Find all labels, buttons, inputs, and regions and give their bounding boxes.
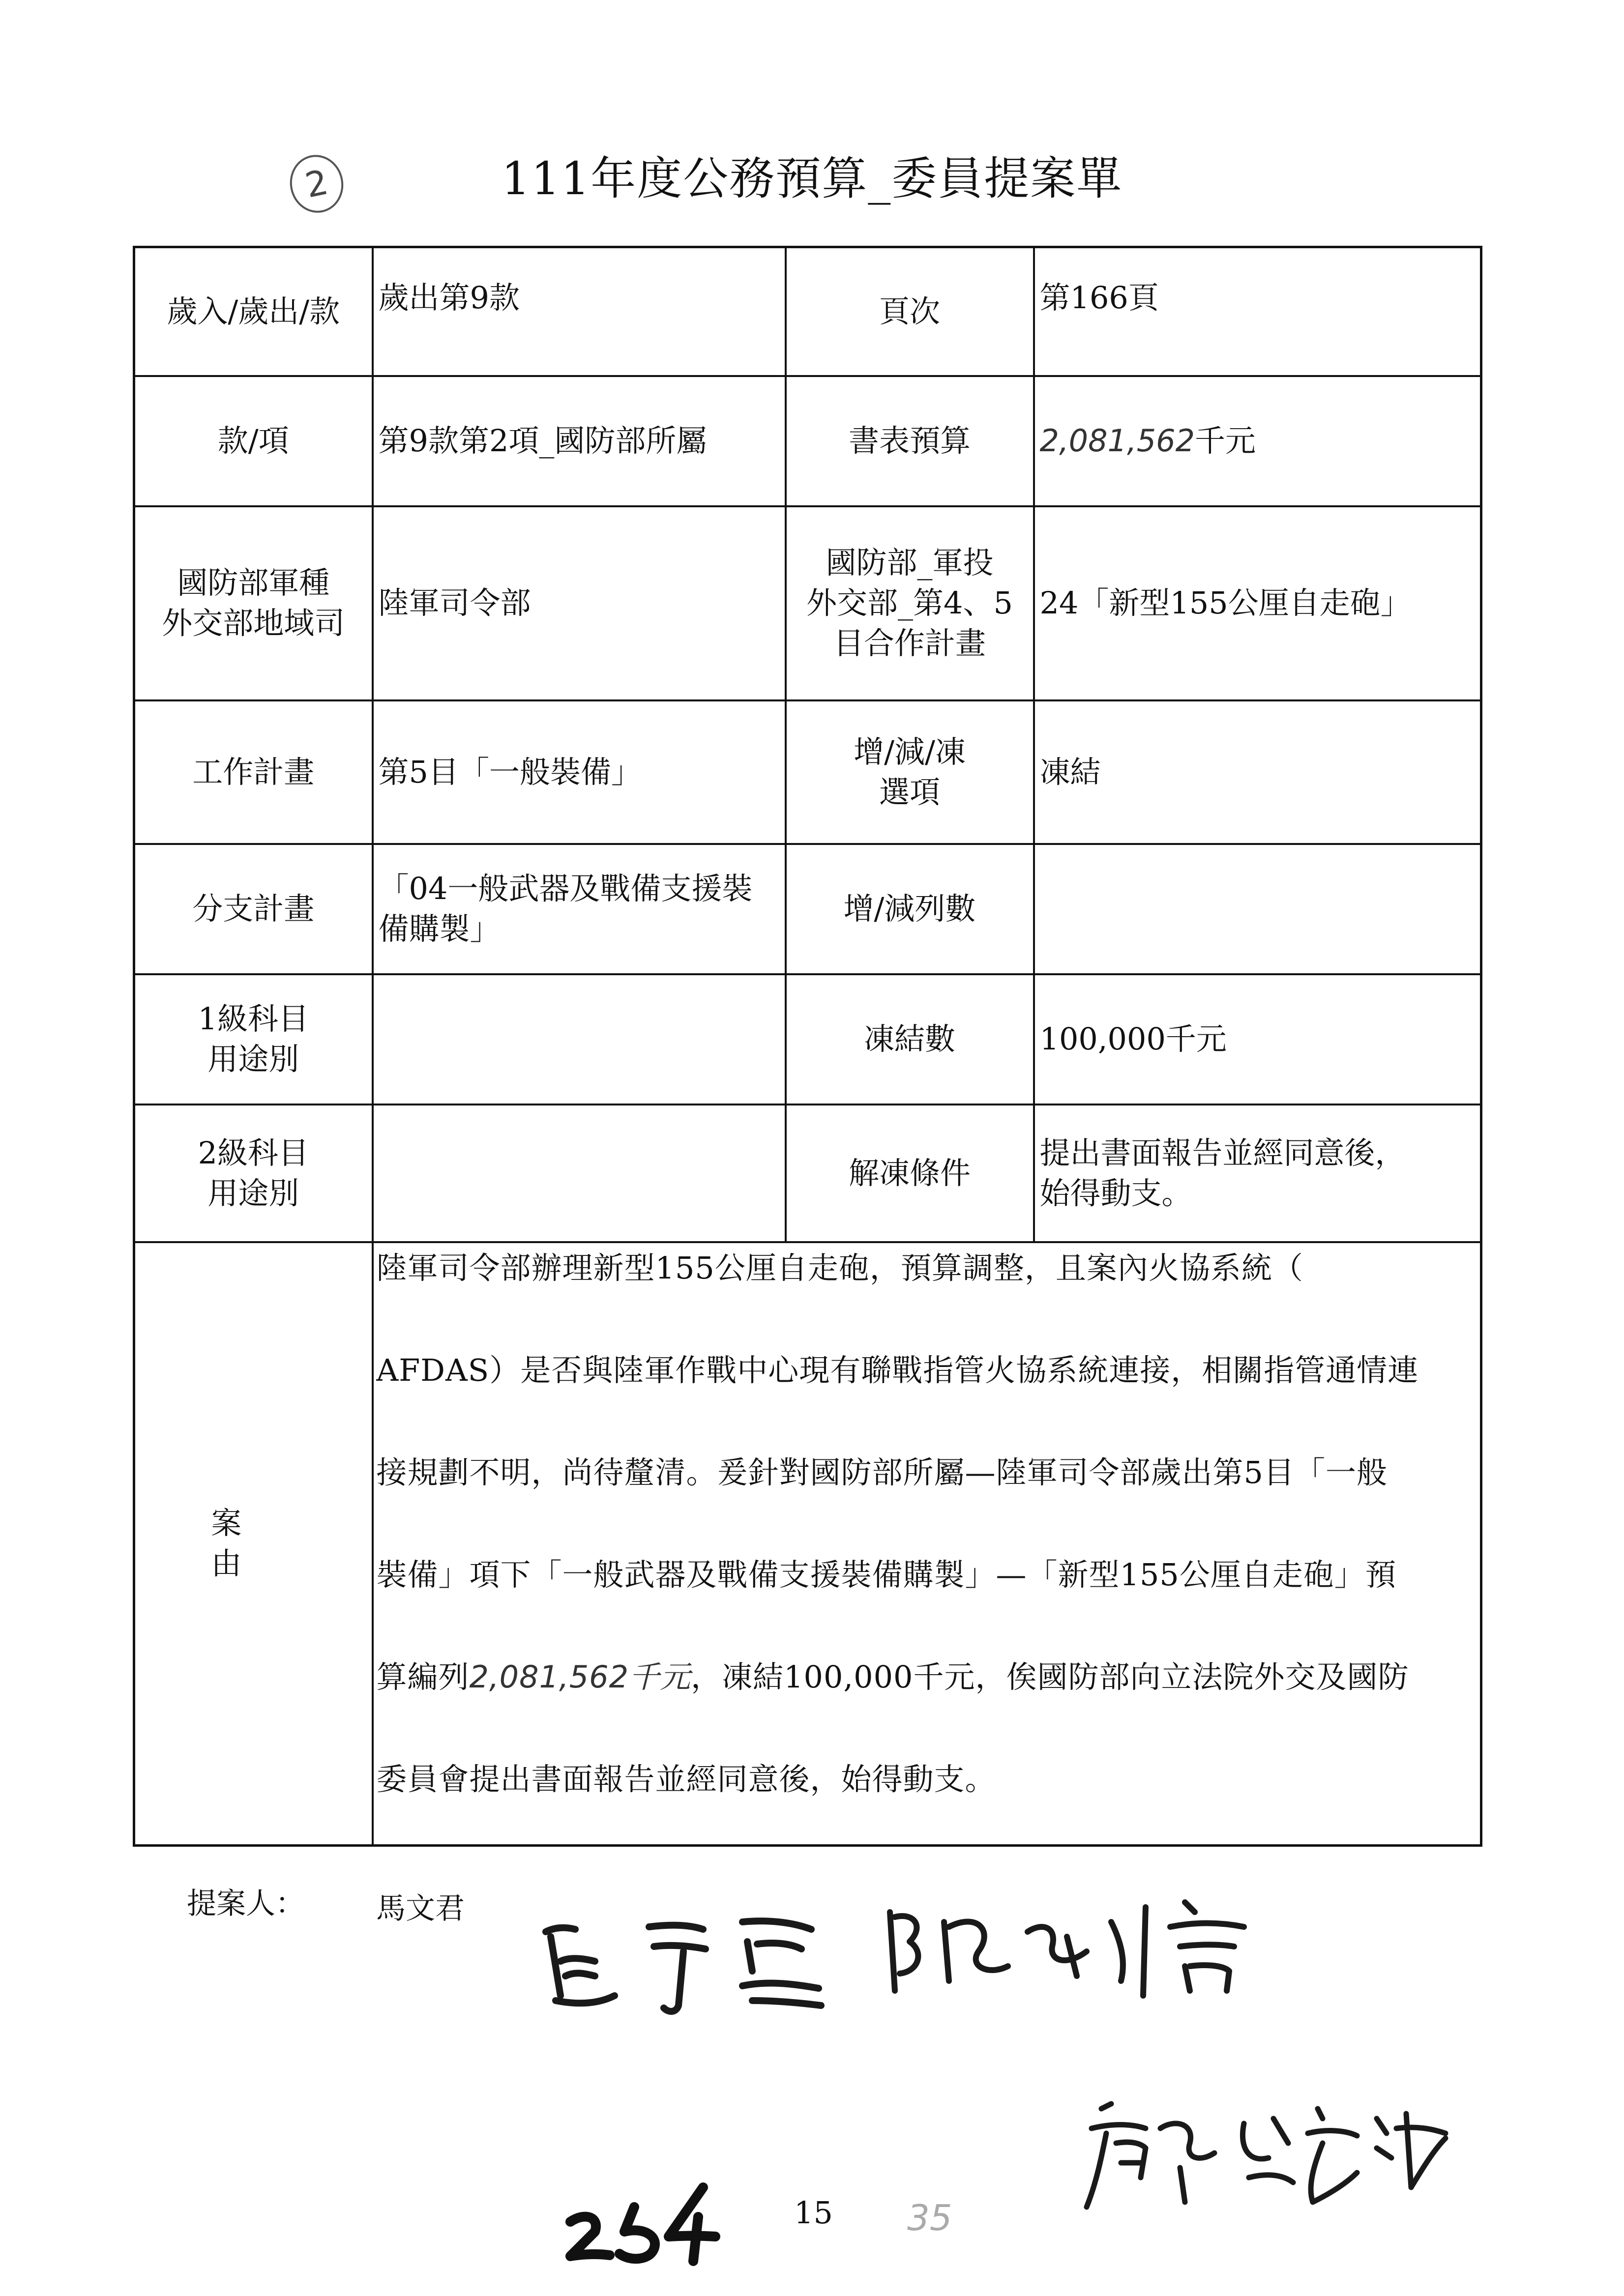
- label-military-branch: [134, 506, 373, 700]
- label-level1-subject: [134, 974, 373, 1104]
- value-line: 「04一般武器及戰備支援裝: [378, 871, 753, 907]
- row-account: [134, 247, 1481, 376]
- value-page: 第166頁: [1034, 247, 1481, 376]
- circled-number-mark: 2: [285, 150, 349, 218]
- label-work-plan: 工作計畫: [134, 700, 373, 844]
- reason-line: 陸軍司令部辦理新型155公厘自走砲，預算調整，且案內火協系統（: [376, 1250, 1303, 1286]
- handwritten-budget-amount: 2,081,562: [1039, 423, 1195, 459]
- label-unfreeze-condition: 解凍條件: [786, 1104, 1034, 1242]
- label-investment-plan: [786, 506, 1034, 700]
- label-line: 用途別: [207, 1175, 299, 1211]
- value-freeze-amount: 100,000千元: [1034, 974, 1481, 1104]
- label-option: [786, 700, 1034, 844]
- handwritten-unit-inline: 千元: [629, 1658, 691, 1695]
- label-item: 款/項: [134, 376, 373, 506]
- proposer-name: 馬文君: [376, 1891, 465, 1926]
- row-branch-plan: [134, 844, 1481, 974]
- form-title: 111年度公務預算_委員提案單: [501, 152, 1123, 205]
- faint-page-mark: 35: [907, 2197, 952, 2238]
- label-reason: 案由: [134, 1242, 373, 1846]
- value-account: 歲出第9款: [373, 247, 786, 376]
- value-change-amount: [1034, 844, 1481, 974]
- page-number: 15: [794, 2195, 833, 2231]
- signature-2: [880, 1892, 1264, 2005]
- row-reason: [134, 1242, 1481, 1846]
- row-level2-subject: [134, 1104, 1481, 1242]
- label-line: 用途別: [207, 1041, 299, 1077]
- row-level1-subject: [134, 974, 1481, 1104]
- label-change-amount: 增/減列數: [786, 844, 1034, 974]
- reason-text-fragment: ，凍結100,000千元，俟國防部向立法院外交及國防: [691, 1658, 1409, 1695]
- value-unfreeze-condition: [1034, 1104, 1481, 1242]
- value-line: 提出書面報告並經同意後，: [1039, 1134, 1406, 1171]
- label-level2-subject: [134, 1104, 373, 1242]
- reason-line: [377, 1657, 1477, 1759]
- handwritten-number-mark: [561, 2168, 723, 2266]
- label-line: 2級科目: [198, 1134, 309, 1171]
- label-freeze-amount: 凍結數: [786, 974, 1034, 1104]
- value-work-plan: 第5目「一般裝備」: [373, 700, 786, 844]
- label-page: 頁次: [786, 247, 1034, 376]
- label-line: 目合作計畫: [833, 625, 986, 661]
- reason-text: [373, 1242, 1481, 1846]
- reason-line: 委員會提出書面報告並經同意後，始得動支。: [376, 1761, 996, 1797]
- value-level2-subject: [373, 1104, 786, 1242]
- value-branch-plan: [373, 844, 786, 974]
- label-book-budget: 書表預算: [786, 376, 1034, 506]
- value-unit: 陸軍司令部: [373, 506, 786, 700]
- label-line: 外交部地域司: [162, 605, 345, 641]
- label-branch-plan: 分支計畫: [134, 844, 373, 974]
- signature-1: [536, 1902, 851, 2020]
- label-line: 增/減/凍: [854, 733, 966, 770]
- label-line: 外交部_第4、5: [806, 585, 1013, 621]
- value-investment-plan: 24「新型155公厘自走砲」: [1034, 506, 1481, 700]
- row-work-plan: [134, 700, 1481, 844]
- proposal-form-table: [133, 246, 1482, 1847]
- row-item: [134, 376, 1481, 506]
- value-option: 凍結: [1034, 700, 1481, 844]
- value-item: 第9款第2項_國防部所屬: [373, 376, 786, 506]
- handwritten-budget-inline: 2,081,562: [469, 1658, 629, 1695]
- row-unit: [134, 506, 1481, 700]
- label-line: 選項: [879, 774, 940, 810]
- value-line: 始得動支。: [1039, 1175, 1192, 1211]
- label-revenue-expense-account: 歲入/歲出/款: [134, 247, 373, 376]
- reason-line: 裝備」項下「一般武器及戰備支援裝備購製」—「新型155公厘自走砲」預: [376, 1556, 1396, 1593]
- proposer-label: 提案人：: [187, 1887, 305, 1921]
- budget-unit: 千元: [1195, 423, 1256, 459]
- label-line: 國防部_軍投: [826, 545, 994, 581]
- label-line: 國防部軍種: [177, 565, 330, 601]
- value-level1-subject: [373, 974, 786, 1104]
- signature-3: [1082, 2089, 1455, 2217]
- value-book-budget: [1034, 376, 1481, 506]
- value-line: 備購製」: [378, 911, 501, 947]
- reason-line: 接規劃不明，尚待釐清。爰針對國防部所屬—陸軍司令部歲出第5目「一般: [376, 1454, 1388, 1490]
- reason-text-fragment: 算編列: [376, 1658, 470, 1695]
- label-line: 1級科目: [198, 1001, 309, 1037]
- reason-line: AFDAS）是否與陸軍作戰中心現有聯戰指管火協系統連接，相關指管通情連: [376, 1352, 1419, 1388]
